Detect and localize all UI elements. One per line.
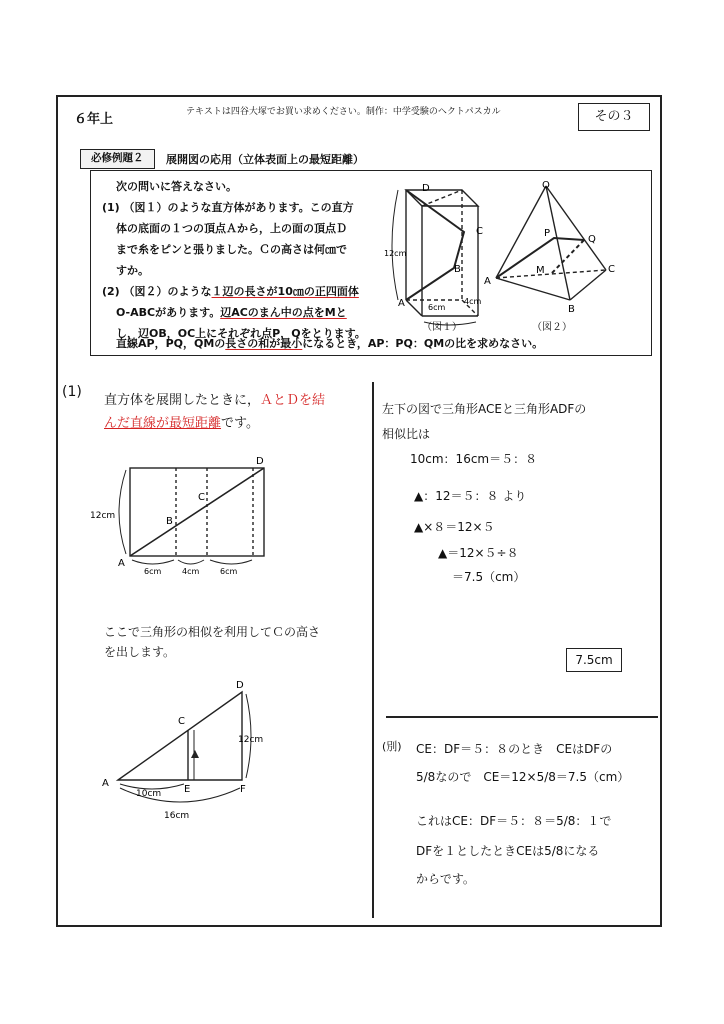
fig2-label-a: A <box>484 276 491 287</box>
similar-text-line1: ここで三角形の相似を利用してＣの高さ <box>104 625 321 639</box>
fig2-label-m: M <box>536 265 545 276</box>
note-tag: (別) <box>382 740 402 753</box>
tri-label-f: F <box>240 784 246 795</box>
calc-line3: ▲×８＝12×５ <box>414 520 495 534</box>
calc-line1: 10cm：16cm＝５：８ <box>410 452 538 466</box>
page-label: その３ <box>578 103 650 131</box>
fig2-label-b: B <box>568 304 575 315</box>
net-label-d: D <box>256 456 264 467</box>
problem-q1-line1: (1) （図１）のような直方体があります。この直方 <box>102 201 354 214</box>
tri-label-d: D <box>236 680 244 691</box>
problem-q1-line2: 体の底面の１つの頂点Ａから，上の面の頂点Ｄ <box>116 222 347 235</box>
fig1-width1: 6cm <box>428 303 446 312</box>
fig1-label-d: D <box>422 183 430 194</box>
fig1-caption: （図１） <box>422 322 462 333</box>
section-divider <box>386 716 658 718</box>
calc-line5: ＝7.5（cm） <box>452 570 526 584</box>
calc-line4: ▲＝12×５÷８ <box>438 546 519 560</box>
problem-q2-line2: O-ABCがあります。辺ACのまん中の点をMと <box>116 306 347 319</box>
tri-ae-length: 10cm <box>136 789 162 799</box>
tri-label-e: E <box>184 784 191 795</box>
note-line4: DFを１としたときCEは5/8になる <box>416 844 600 858</box>
example-tag: 必修例題２ <box>80 149 155 169</box>
fig2-label-p: P <box>544 228 551 239</box>
fig1-width2: 4cm <box>464 297 482 306</box>
solution-line2: んだ直線が最短距離です。 <box>104 416 259 431</box>
triangle-diagram <box>96 674 272 824</box>
similar-text-line2: を出します。 <box>104 645 176 659</box>
solution-line1: 直方体を展開したときに，ＡとＤを結 <box>104 393 326 408</box>
column-divider <box>372 382 374 918</box>
tri-label-a: A <box>102 778 109 789</box>
figure2-tetrahedron <box>484 178 624 318</box>
net-width2: 4cm <box>182 567 200 576</box>
solution-number: (1) <box>62 384 82 400</box>
fig2-label-o: O <box>542 180 550 191</box>
tri-label-c: C <box>178 716 185 727</box>
answer-box: 7.5cm <box>566 648 622 672</box>
net-diagram <box>86 452 286 582</box>
calc-line2: ▲：12＝５：８ より <box>414 489 527 503</box>
problem-q2-line1: (2) （図２）のような１辺の長さが10㎝の正四面体 <box>102 285 359 298</box>
fig2-label-q: Q <box>588 234 596 245</box>
tri-af-length: 16cm <box>164 811 190 821</box>
right-line1: 左下の図で三角形ACEと三角形ADFの <box>382 402 587 416</box>
problem-q1-line4: すか。 <box>116 264 149 277</box>
figure1-prism <box>384 176 496 326</box>
problem-intro: 次の問いに答えなさい。 <box>116 180 237 193</box>
net-label-c: C <box>198 492 205 503</box>
net-label-b: B <box>166 516 173 527</box>
problem-q2-line4: 直線AP，PQ，QMの長さの和が最小になるとき，AP：PQ：QMの比を求めなさい。 <box>116 337 544 350</box>
problem-q1-line3: まで糸をピンと張りました。Ｃの高さは何㎝で <box>116 243 347 256</box>
note-line3: これはCE：DF＝５：８＝5/8：１で <box>416 814 612 828</box>
note-line5: からです。 <box>416 872 475 886</box>
fig1-height: 12cm <box>384 249 407 258</box>
problem-q2-line3: し，辺OB，OC上にそれぞれ点P，Qをとります。 <box>116 327 366 340</box>
right-line2: 相似比は <box>382 427 431 441</box>
note-line1: CE：DF＝５：８のとき CEはDFの <box>416 742 613 756</box>
fig1-label-b: B <box>454 264 461 275</box>
fig2-label-c: C <box>608 264 615 275</box>
fig1-label-a: A <box>398 298 405 309</box>
note-line2: 5/8なので CE＝12×5/8＝7.5（cm） <box>416 770 630 784</box>
copyright-notice: テキストは四谷大塚でお買い求めください。制作：中学受験のヘクトパスカル <box>186 107 501 117</box>
net-width1: 6cm <box>144 567 162 576</box>
triangle-marker-icon <box>191 750 199 758</box>
net-label-a: A <box>118 558 125 569</box>
example-title: 展開図の応用（立体表面上の最短距離） <box>166 153 364 166</box>
net-width3: 6cm <box>220 567 238 576</box>
fig2-caption: （図２） <box>532 322 572 333</box>
net-height: 12cm <box>90 511 116 521</box>
tri-df-length: 12cm <box>238 735 264 745</box>
grade-label: ６年上 <box>74 112 114 127</box>
fig1-label-c: C <box>476 226 483 237</box>
